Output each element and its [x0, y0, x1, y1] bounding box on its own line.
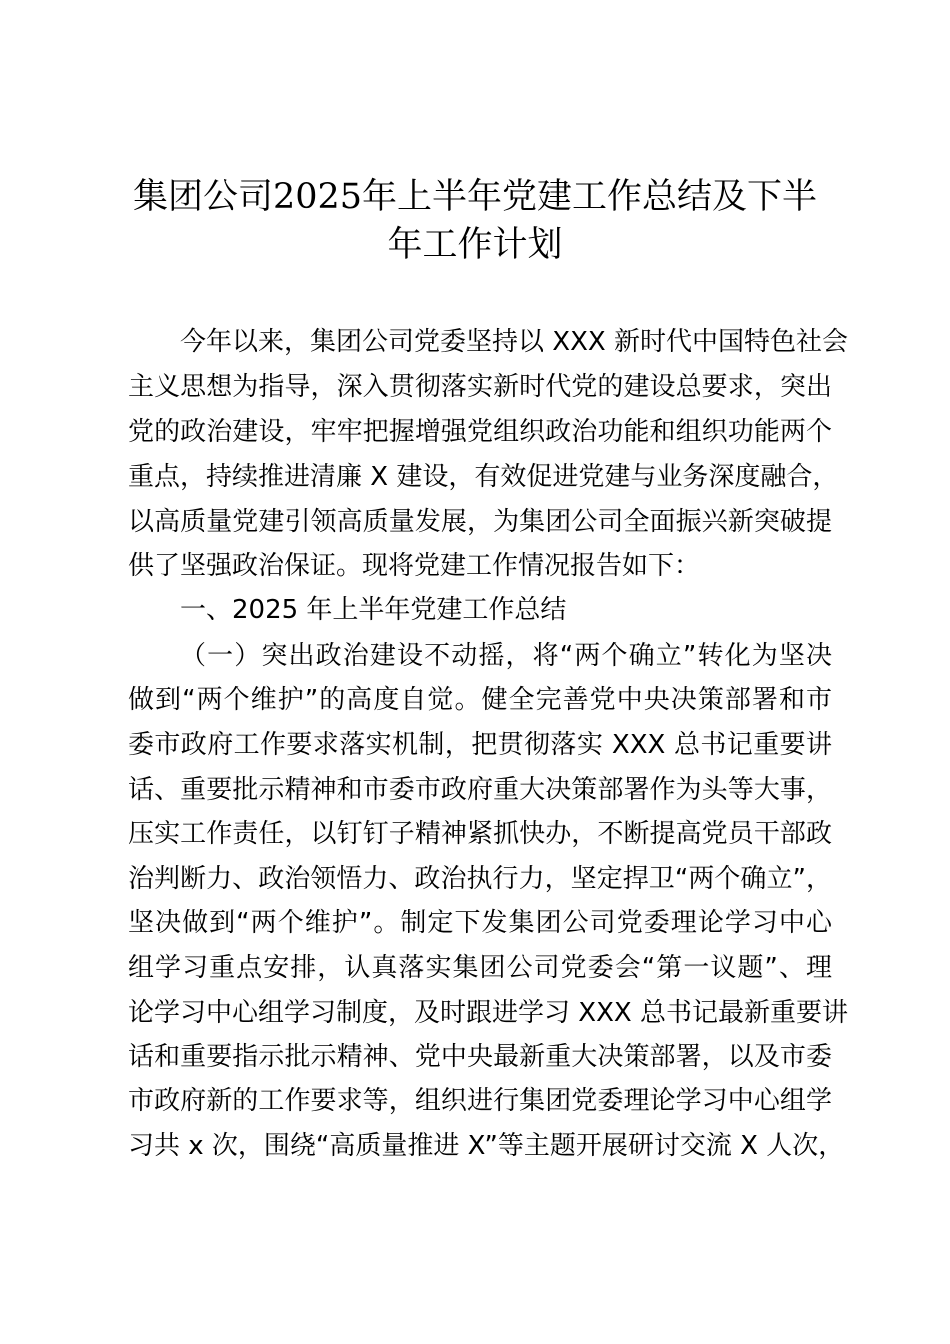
text-line: 治判断力、政治领悟力、政治执行力，坚定捍卫“两个确立”，: [128, 864, 832, 894]
title-line: 集团公司2025年上半年党建工作总结及下半: [132, 177, 818, 217]
text-line: 习共 x 次，围绕“高质量推进 X”等主题开展研讨交流 X 人次，: [128, 1131, 845, 1161]
text-line: 今年以来，集团公司党委坚持以 XXX 新时代中国特色社会: [180, 327, 848, 357]
text-line: 论学习中心组学习制度，及时跟进学习 XXX 总书记最新重要讲: [128, 998, 848, 1028]
text-line: 组学习重点安排，认真落实集团公司党委会“第一议题”、理: [128, 953, 832, 983]
text-line: 话、重要批示精神和市委市政府重大决策部署作为头等大事，: [128, 775, 832, 805]
title-line: 年工作计划: [387, 225, 563, 265]
text-line: 话和重要指示批示精神、党中央最新重大决策部署，以及市委: [128, 1042, 832, 1072]
text-line: 主义思想为指导，深入贯彻落实新时代党的建设总要求，突出: [128, 372, 832, 402]
text-line: 市政府新的工作要求等，组织进行集团党委理论学习中心组学: [128, 1086, 832, 1116]
text-line: 坚决做到“两个维护”。制定下发集团公司党委理论学习中心: [128, 908, 832, 938]
text-line: 压实工作责任，以钉钉子精神紧抓快办，不断提高党员干部政: [128, 819, 832, 849]
text-line: 重点，持续推进清廉 X 建设，有效促进党建与业务深度融合，: [128, 462, 839, 492]
section-heading: 一、2025 年上半年党建工作总结: [180, 595, 567, 625]
text-line: 党的政治建设，牢牢把握增强党组织政治功能和组织功能两个: [128, 417, 832, 447]
text-line: （一）突出政治建设不动摇，将“两个确立”转化为坚决: [180, 641, 832, 671]
text-line: 供了坚强政治保证。现将党建工作情况报告如下：: [128, 551, 701, 581]
text-line: 做到“两个维护”的高度自觉。健全完善党中央决策部署和市: [128, 685, 832, 715]
text-line: 以高质量党建引领高质量发展，为集团公司全面振兴新突破提: [128, 507, 832, 537]
text-line: 委市政府工作要求落实机制，把贯彻落实 XXX 总书记重要讲: [128, 730, 832, 760]
